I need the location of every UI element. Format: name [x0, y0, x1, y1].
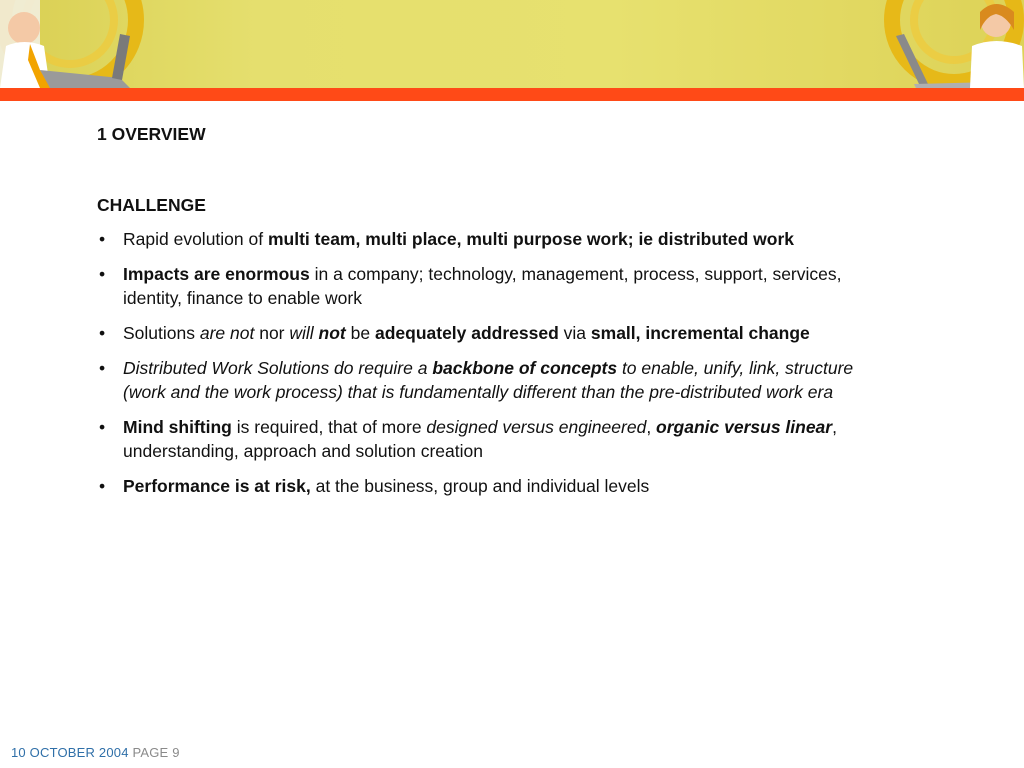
- bullet-text-run: organic versus linear: [656, 417, 833, 437]
- bullet-text-run: adequately addressed: [374, 323, 559, 343]
- bullet-text-run: Impacts are enormous: [123, 264, 310, 284]
- bullet-text-run: small, incremental change: [590, 323, 810, 343]
- bullet-item: [97, 415, 887, 463]
- slide-content: [97, 122, 887, 509]
- bullet-text-run: , understanding, approach and solution creation: [123, 417, 837, 461]
- subheading: CHALLENGE: [97, 195, 206, 215]
- bullet-text-run: be: [345, 323, 375, 343]
- person-laptop-illustration-left: [0, 0, 170, 88]
- bullet-item: [97, 227, 887, 251]
- bullet-text-run: in a company; technology, management, process, support, services, identity, finance to enable work: [123, 264, 842, 308]
- section-title: 1 OVERVIEW: [97, 124, 206, 144]
- bullet-text-run: Rapid evolution of: [123, 229, 268, 249]
- bullet-text-run: Performance is at risk,: [123, 476, 311, 496]
- accent-bar: [0, 88, 1024, 101]
- bullet-text-run: Distributed Work Solutions do require a: [123, 358, 433, 378]
- bullet-text-run: Mind shifting: [123, 417, 232, 437]
- bullet-item: [97, 474, 887, 498]
- bullet-text-run: Solutions: [123, 323, 200, 343]
- footer: [11, 745, 180, 760]
- bullet-list: [97, 227, 887, 498]
- bullet-text-run: designed versus engineered: [426, 417, 647, 437]
- bullet-text-run: ,: [646, 417, 657, 437]
- header-banner: [0, 0, 1024, 88]
- bullet-text-run: is required, that of more: [231, 417, 427, 437]
- person-laptop-illustration-right: [874, 0, 1024, 88]
- bullet-text-run: to enable, unify, link, structure (work and the work process) that is fundamentally different than the pre-distributed work era: [123, 358, 854, 402]
- bullet-text-run: are not: [199, 323, 255, 343]
- bullet-item: [97, 356, 887, 404]
- footer-page-number: PAGE 9: [132, 745, 180, 760]
- bullet-text-run: nor: [254, 323, 290, 343]
- bullet-text-run: at the business, group and individual levels: [310, 476, 650, 496]
- bullet-text-run: via: [558, 323, 591, 343]
- footer-date: 10 OCTOBER 2004: [11, 745, 129, 760]
- bullet-text-run: backbone of concepts: [432, 358, 618, 378]
- bullet-text-run: multi team, multi place, multi purpose work; ie distributed work: [267, 229, 795, 249]
- bullet-text-run: not: [318, 323, 346, 343]
- bullet-item: [97, 321, 887, 345]
- bullet-item: [97, 262, 887, 310]
- bullet-text-run: will: [289, 323, 319, 343]
